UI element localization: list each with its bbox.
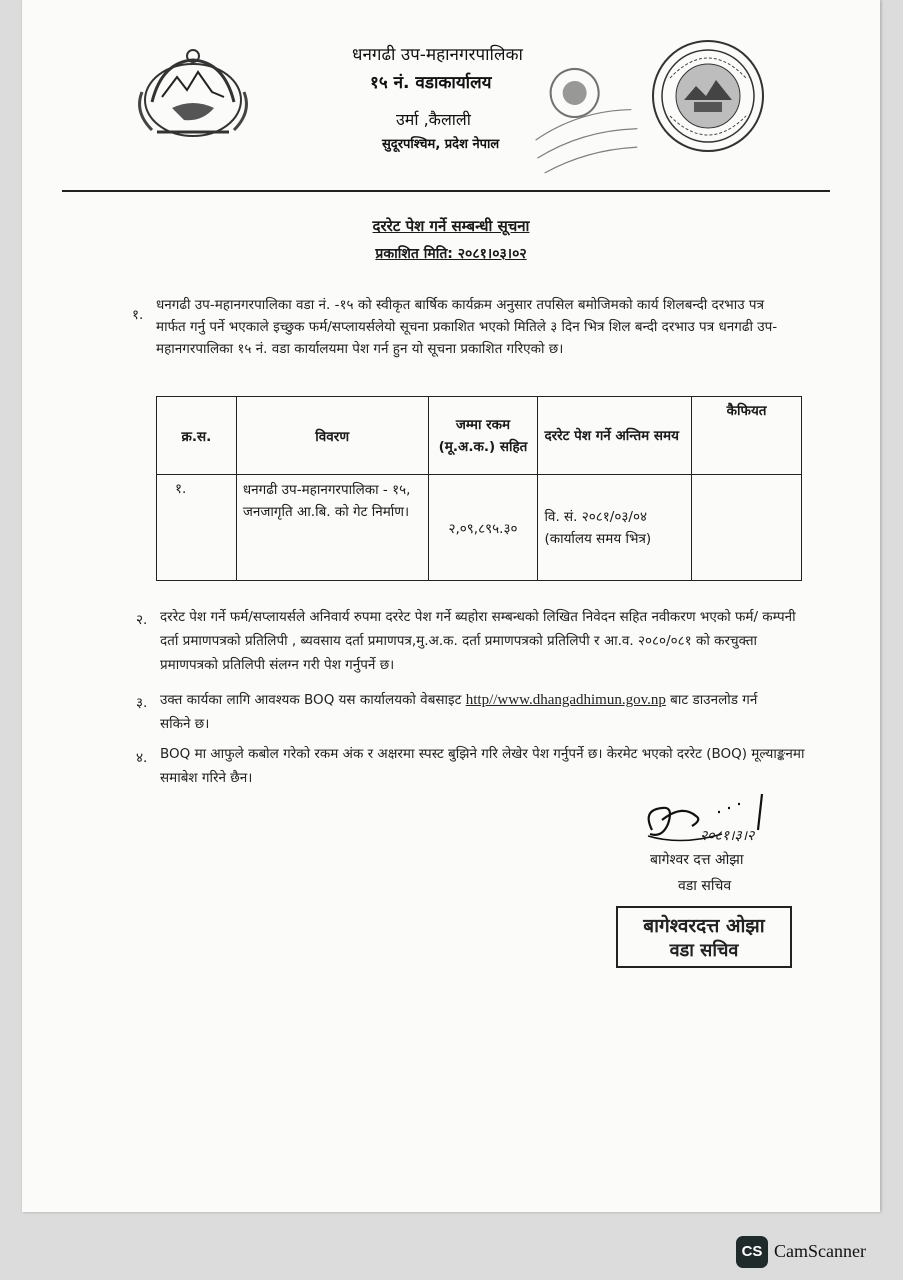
header-municipality: धनगढी उप-महानगरपालिका xyxy=(352,45,523,65)
header-location: उर्मा ,कैलाली xyxy=(396,110,471,129)
camscanner-logo-icon: CS xyxy=(736,1236,768,1268)
municipal-seal-icon xyxy=(650,38,766,154)
table-cell: वि. सं. २०८१/०३/०४ (कार्यालय समय भित्र) xyxy=(538,475,692,581)
table-cell xyxy=(692,475,802,581)
header-ward-office: १५ नं. वडाकार्यालय xyxy=(370,73,492,93)
notice-title: दररेट पेश गर्ने सम्बन्धी सूचना xyxy=(372,217,530,235)
point-3-text xyxy=(160,688,780,736)
table-cell: १. xyxy=(157,475,237,581)
stamp-name: बागेश्वरदत्त ओझा xyxy=(643,915,765,937)
header-province: सुदूरपश्चिम, प्रदेश नेपाल xyxy=(382,137,500,152)
nepal-emblem-icon xyxy=(132,42,254,142)
point-4-number: ४. xyxy=(136,750,148,766)
point-3-number: ३. xyxy=(136,695,148,711)
table-header: दररेट पेश गर्ने अन्तिम समय xyxy=(538,397,692,475)
published-date-wrap xyxy=(22,244,880,263)
table-header-row xyxy=(157,397,802,475)
header-divider xyxy=(62,190,830,192)
table-header: जम्मा रकम (मू.अ.क.) सहित xyxy=(428,397,538,475)
point-4-text: BOQ मा आफुले कबोल गरेको रकम अंक र अक्षरमा स्पस्ट बुझिने गरि लेखेर पेश गर्नुपर्ने छ। केरमेट भएको दररेट (BOQ) मूल्याङ्कनमा समाबेश गरिने छैन। xyxy=(160,746,805,786)
table-header: कैफियत xyxy=(692,397,802,475)
point-2-number: २. xyxy=(136,612,148,628)
stamp-designation: वडा सचिव xyxy=(669,940,739,961)
point-3-text-b: बाट डाउनलोड गर्न सकिने छ। xyxy=(160,692,758,732)
table-cell: २,०९,८९५.३० xyxy=(428,475,538,581)
ward-seal-icon xyxy=(522,60,642,175)
website-link[interactable]: http//www.dhangadhimun.gov.np xyxy=(465,692,666,708)
work-table xyxy=(156,396,802,581)
notice-title-wrap xyxy=(22,216,880,236)
table-header: विवरण xyxy=(236,397,428,475)
point-2-text: दररेट पेश गर्ने फर्म/सप्लायर्सले अनिवार्य रुपमा दररेट पेश गर्ने ब्यहोरा सम्बन्धको लिखित निवेदन सहित नवीकरण भएको फर्म/ कम्पनी दर्ता प्रमाणपत्रको प्रतिलिपी , ब्यवसाय दर्ता प्रमाणपत्र,मु.अ.क. दर्ता प्रमाणपत्रको प्रतिलिपी र आ.व. २०८०/०८१ को करचुक्ता प्रमाणपत्रको प्रतिलिपी संलग्न गरी पेश गर्नुपर्ने छ। xyxy=(160,609,796,673)
table-header: क्र.स. xyxy=(157,397,237,475)
table-cell: धनगढी उप-महानगरपालिका - १५, जनजागृति आ.बि. को गेट निर्माण। xyxy=(236,475,428,581)
document-page xyxy=(22,0,880,1212)
signatory-designation: वडा सचिव xyxy=(678,878,732,894)
signatory-name: बागेश्वर दत्त ओझा xyxy=(650,852,744,868)
name-stamp xyxy=(616,906,792,968)
published-date: प्रकाशित मिति: २०८१।०३।०२ xyxy=(375,246,527,262)
point-1-number: १. xyxy=(132,307,144,323)
signature-date: २०८१।३।२ xyxy=(700,828,755,844)
point-1-text: धनगढी उप-महानगरपालिका वडा नं. -१५ को स्वीकृत बार्षिक कार्यक्रम अनुसार तपसिल बमोजिमको कार्य शिलबन्दी दरभाउ पत्र मार्फत गर्नु पर्ने भएकाले इच्छुक फर्म/सप्लायर्सलेयो सूचना प्रकाशित भएको मितिले ३ दिन भित्र शिल बन्दी दरभाउ पत्र धनगढी उप-महानगरपालिका १५ नं. वडा कार्यालयमा पेश गर्न हुन यो सूचना प्रकाशित गरिएको छ। xyxy=(156,297,778,357)
point-3-text-a: उक्त कार्यका लागि आवश्यक BOQ यस कार्यालयको वेबसाइट xyxy=(160,692,466,708)
camscanner-label: CamScanner xyxy=(774,1241,866,1261)
table-row xyxy=(157,475,802,581)
